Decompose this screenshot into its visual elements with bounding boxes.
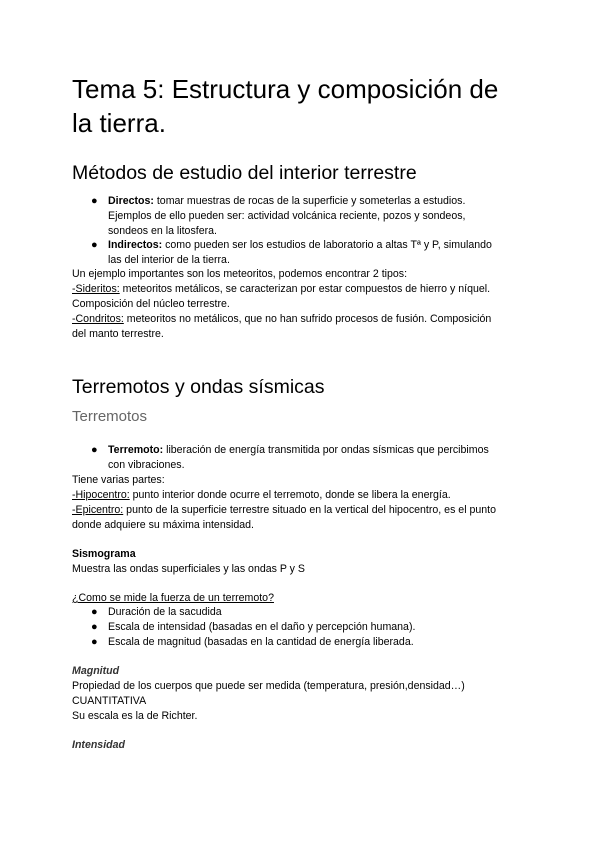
siderites-label: -Sideritos:	[72, 283, 120, 295]
condrites-line-1	[72, 311, 491, 327]
meteorites-intro: Un ejemplo importantes son los meteoritos, podemos encontrar 2 tipos:	[72, 268, 408, 280]
measure-item-intensity: Escala de intensidad (basadas en el daño y percepción humana).	[108, 621, 416, 633]
document-title-line-2: la tierra.	[72, 108, 166, 138]
bullet-icon: ●	[91, 606, 98, 618]
magnitude-line-3: Su escala es la de Richter.	[72, 710, 198, 722]
seismogram-heading-text: Sismograma	[72, 548, 136, 560]
list-item-indirect	[108, 238, 492, 253]
measure-question: ¿Como se mide la fuerza de un terremoto?	[72, 592, 274, 604]
bullet-icon: ●	[91, 195, 98, 207]
epicenter-line-2: donde adquiere su máxima intensidad.	[72, 519, 254, 531]
document-title-line-1: Tema 5: Estructura y composición de	[72, 74, 499, 104]
earthquake-text-2: con vibraciones.	[108, 459, 185, 471]
bullet-icon: ●	[91, 444, 98, 456]
measure-item-magnitude: Escala de magnitud (basadas en la cantidad de energía liberada.	[108, 636, 414, 648]
indirect-text-2: las del interior de la tierra.	[108, 254, 230, 266]
direct-text-1: tomar muestras de rocas de la superficie y someterlas a estudios.	[153, 195, 466, 207]
parts-intro: Tiene varias partes:	[72, 474, 165, 486]
bullet-icon: ●	[91, 621, 98, 633]
epicenter-line-1	[72, 502, 496, 518]
earthquake-text-1: liberación de energía transmitida por ondas sísmicas que percibimos	[163, 444, 489, 456]
condrites-line-2: del manto terrestre.	[72, 328, 164, 340]
term-direct: Directos:	[108, 195, 154, 207]
direct-text-3: sondeos en la litosfera.	[108, 225, 217, 237]
section-heading-methods: Métodos de estudio del interior terrestre	[72, 162, 417, 184]
list-item-earthquake	[108, 443, 489, 458]
intensity-heading: Intensidad	[72, 739, 125, 751]
bullet-icon: ●	[91, 636, 98, 648]
siderites-line-1	[72, 281, 490, 297]
magnitude-heading: Magnitud	[72, 665, 120, 677]
term-earthquake: Terremoto:	[108, 444, 164, 456]
epicenter-text: punto de la superficie terrestre situado en la vertical del hipocentro, es el punto	[123, 504, 497, 516]
section-heading-earthquakes: Terremotos y ondas sísmicas	[72, 376, 325, 398]
subheading-earthquakes: Terremotos	[72, 408, 148, 425]
hypocenter-text: punto interior donde ocurre el terremoto, donde se libera la energía.	[129, 489, 451, 501]
seismogram-text: Muestra las ondas superficiales y las ondas P y S	[72, 563, 305, 575]
condrites-text: meteoritos no metálicos, que no han sufrido procesos de fusión. Composición	[123, 313, 492, 325]
hypocenter-label: -Hipocentro:	[72, 489, 130, 501]
siderites-text: meteoritos metálicos, se caracterizan por estar compuestos de hierro y níquel.	[119, 283, 491, 295]
indirect-text-1: como pueden ser los estudios de laboratorio a altas Tª y P, simulando	[162, 239, 492, 251]
hypocenter-line	[72, 487, 451, 503]
epicenter-label: -Epicentro:	[72, 504, 124, 516]
direct-text-2: Ejemplos de ello pueden ser: actividad volcánica reciente, pozos y sondeos,	[108, 210, 466, 222]
term-indirect: Indirectos:	[108, 239, 163, 251]
seismogram-heading	[72, 546, 136, 562]
magnitude-line-1: Propiedad de los cuerpos que puede ser medida (temperatura, presión,densidad…)	[72, 680, 465, 692]
condrites-label: -Condritos:	[72, 313, 124, 325]
measure-item-duration: Duración de la sacudida	[108, 606, 222, 618]
magnitude-line-2: CUANTITATIVA	[72, 695, 147, 707]
siderites-line-2: Composición del núcleo terrestre.	[72, 298, 230, 310]
list-item-direct	[108, 194, 465, 209]
bullet-icon: ●	[91, 239, 98, 251]
